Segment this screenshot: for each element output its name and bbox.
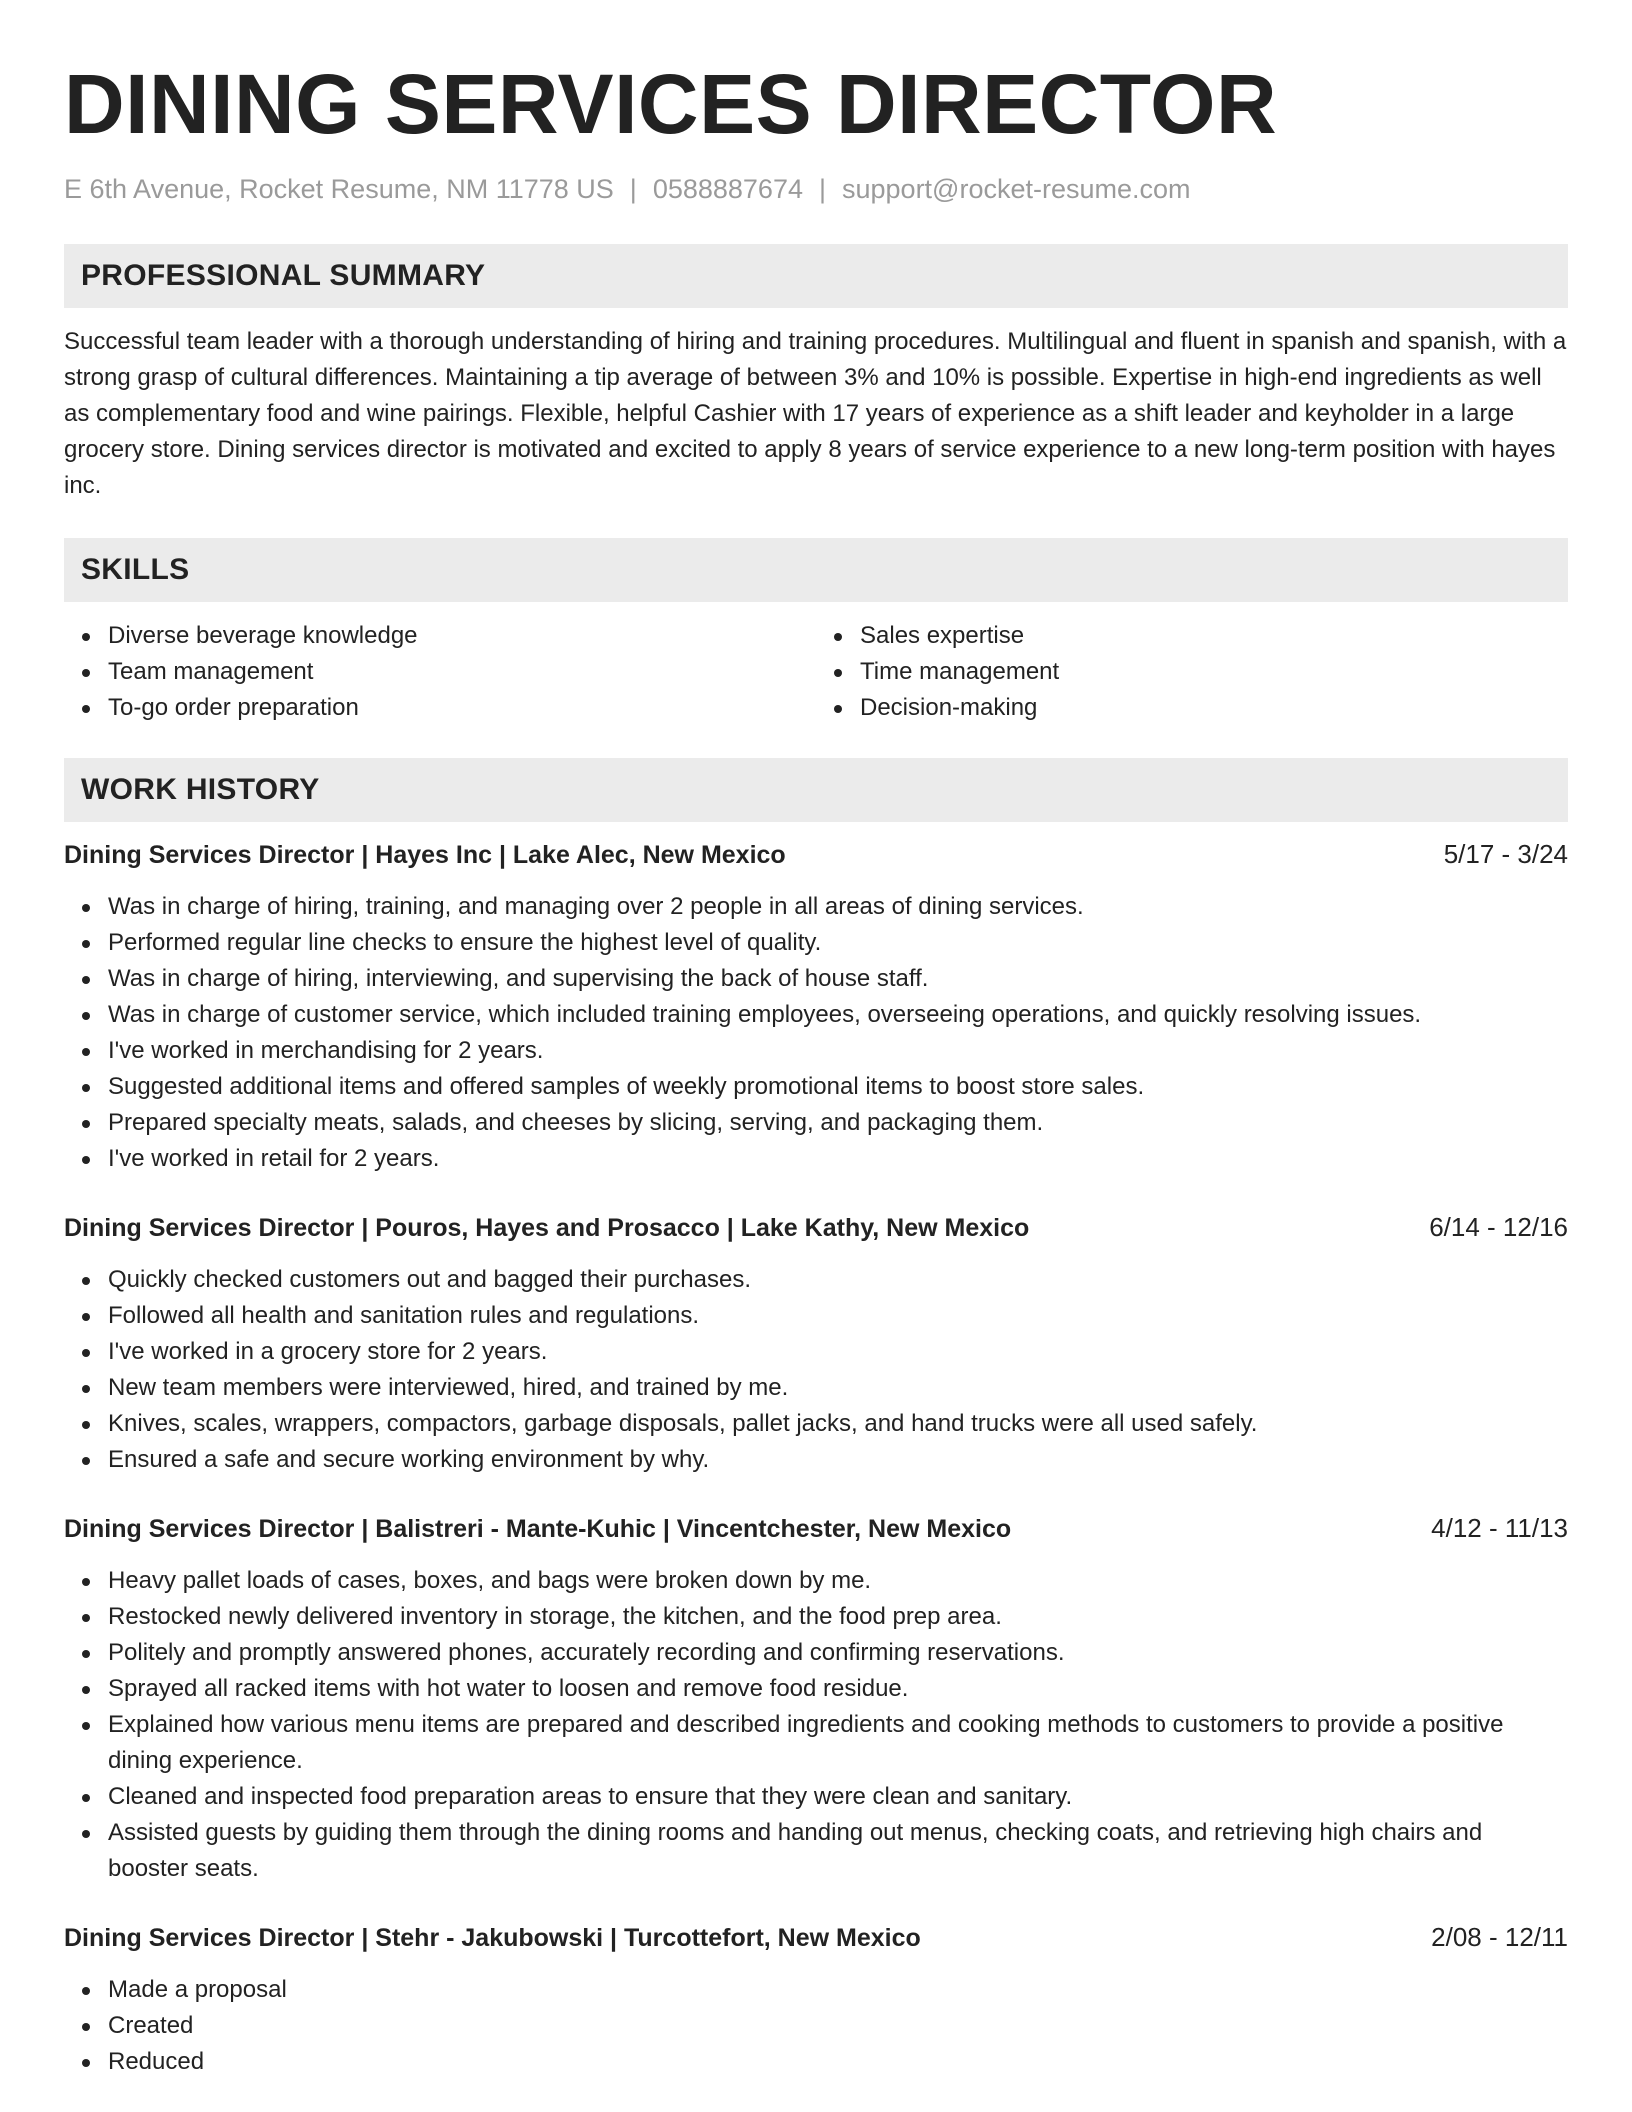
skills-list xyxy=(64,618,1568,726)
job-dates: 5/17 - 3/24 xyxy=(1443,839,1568,869)
skill-item: Decision-making xyxy=(860,690,1568,726)
duty-item: Followed all health and sanitation rules and regulations. xyxy=(108,1298,1568,1334)
contact-phone: 0588887674 xyxy=(652,174,803,204)
job-duties xyxy=(64,1972,1568,2080)
duty-item: Ensured a safe and secure working environment by why. xyxy=(108,1442,1568,1478)
job-entry xyxy=(64,836,1568,1177)
contact-address: E 6th Avenue, Rocket Resume, NM 11778 US xyxy=(64,174,614,204)
summary-text: Successful team leader with a thorough understanding of hiring and training procedures. Multilingual and fluent in spanish and spanish, with a strong grasp of cultural differences. Maintaining a tip average of between 3% and 10% is possible. Expertise in high-end ingredients as well as complementary food and wine pairings. Flexible, helpful Cashier with 17 years of experience as a shift leader and keyholder in a large grocery store. Dining services director is motivated and excited to apply 8 years of service experience to a new long-term position with hayes inc. xyxy=(64,328,1567,499)
duty-item: Prepared specialty meats, salads, and cheeses by slicing, serving, and packaging them. xyxy=(108,1105,1568,1141)
duty-item: I've worked in retail for 2 years. xyxy=(108,1141,1568,1177)
skill-item: To-go order preparation xyxy=(108,690,816,726)
job-duties xyxy=(64,889,1568,1177)
job-title: Dining Services Director | Balistreri - Mante-Kuhic | Vincentchester, New Mexico xyxy=(64,1515,1012,1543)
skills-column-left xyxy=(64,618,816,726)
job-dates: 2/08 - 12/11 xyxy=(1431,1922,1568,1952)
job-header xyxy=(64,836,1568,873)
duty-item: Cleaned and inspected food preparation areas to ensure that they were clean and sanitary. xyxy=(108,1779,1568,1815)
duty-item: Suggested additional items and offered samples of weekly promotional items to boost store sales. xyxy=(108,1069,1568,1105)
skill-item: Time management xyxy=(860,654,1568,690)
duty-item: Was in charge of hiring, interviewing, and supervising the back of house staff. xyxy=(108,961,1568,997)
skills-heading: SKILLS xyxy=(64,538,1568,602)
contact-separator: | xyxy=(629,174,637,204)
work-history-heading: WORK HISTORY xyxy=(64,758,1568,822)
skill-item: Team management xyxy=(108,654,816,690)
duty-item: Created xyxy=(108,2008,1568,2044)
job-header xyxy=(64,1510,1568,1547)
duty-item: I've worked in merchandising for 2 years. xyxy=(108,1033,1568,1069)
duty-item: Made a proposal xyxy=(108,1972,1568,2008)
job-dates: 6/14 - 12/16 xyxy=(1429,1212,1568,1242)
duty-item: Assisted guests by guiding them through the dining rooms and handing out menus, checking coats, and retrieving high chairs and booster seats. xyxy=(108,1815,1568,1887)
job-entry xyxy=(64,1919,1568,2080)
duty-item: Quickly checked customers out and bagged their purchases. xyxy=(108,1262,1568,1298)
contact-line xyxy=(64,172,1568,206)
contact-email: support@rocket-resume.com xyxy=(842,174,1191,204)
job-duties xyxy=(64,1563,1568,1887)
job-dates: 4/12 - 11/13 xyxy=(1431,1513,1568,1543)
contact-separator: | xyxy=(818,174,826,204)
duty-item: Was in charge of customer service, which included training employees, overseeing operations, and quickly resolving issues. xyxy=(108,997,1568,1033)
duty-item: New team members were interviewed, hired, and trained by me. xyxy=(108,1370,1568,1406)
duty-item: Knives, scales, wrappers, compactors, garbage disposals, pallet jacks, and hand trucks were all used safely. xyxy=(108,1406,1568,1442)
job-title: Dining Services Director | Stehr - Jakubowski | Turcottefort, New Mexico xyxy=(64,1924,921,1952)
job-entry xyxy=(64,1209,1568,1478)
job-entry xyxy=(64,1510,1568,1887)
duty-item: Sprayed all racked items with hot water to loosen and remove food residue. xyxy=(108,1671,1568,1707)
duty-item: Reduced xyxy=(108,2044,1568,2080)
duty-item: I've worked in a grocery store for 2 years. xyxy=(108,1334,1568,1370)
job-title: Dining Services Director | Hayes Inc | Lake Alec, New Mexico xyxy=(64,841,786,869)
duty-item: Was in charge of hiring, training, and managing over 2 people in all areas of dining services. xyxy=(108,889,1568,925)
summary-heading: PROFESSIONAL SUMMARY xyxy=(64,244,1568,308)
job-header xyxy=(64,1919,1568,1956)
skills-column-right xyxy=(816,618,1568,726)
job-title: Dining Services Director | Pouros, Hayes and Prosacco | Lake Kathy, New Mexico xyxy=(64,1214,1030,1242)
duty-item: Politely and promptly answered phones, accurately recording and confirming reservations. xyxy=(108,1635,1568,1671)
skill-item: Diverse beverage knowledge xyxy=(108,618,816,654)
duty-item: Performed regular line checks to ensure the highest level of quality. xyxy=(108,925,1568,961)
duty-item: Restocked newly delivered inventory in storage, the kitchen, and the food prep area. xyxy=(108,1599,1568,1635)
duty-item: Heavy pallet loads of cases, boxes, and bags were broken down by me. xyxy=(108,1563,1568,1599)
skill-item: Sales expertise xyxy=(860,618,1568,654)
resume-name: DINING SERVICES DIRECTOR xyxy=(64,57,1278,151)
duty-item: Explained how various menu items are prepared and described ingredients and cooking methods to customers to provide a positive dining experience. xyxy=(108,1707,1568,1779)
job-header xyxy=(64,1209,1568,1246)
job-duties xyxy=(64,1262,1568,1478)
